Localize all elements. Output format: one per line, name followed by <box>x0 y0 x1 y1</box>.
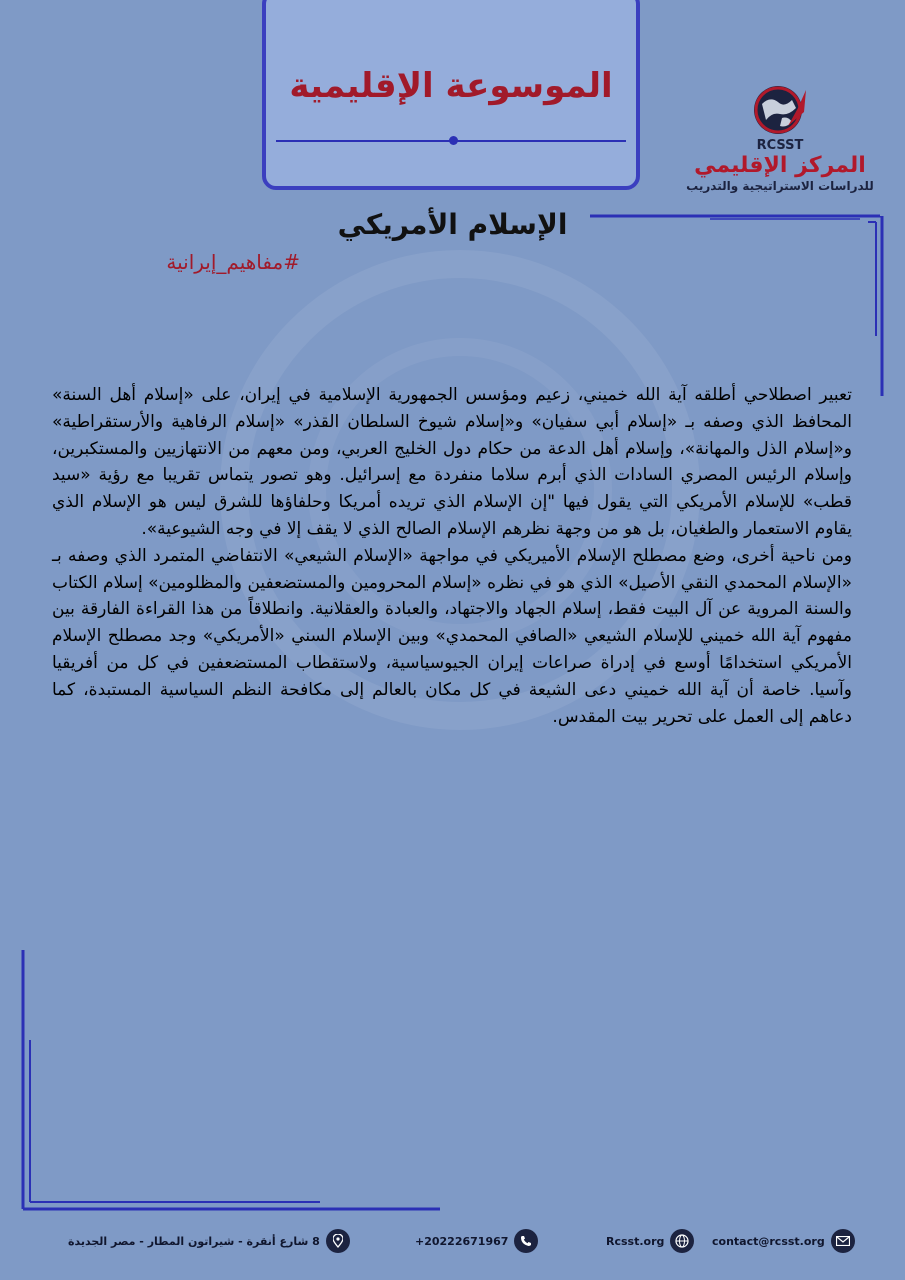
phone-icon <box>514 1229 538 1253</box>
footer-contact-bar <box>0 1228 905 1258</box>
article-body <box>52 382 852 730</box>
header-divider-dot <box>449 136 458 145</box>
address-text: 8 شارع أنقرة - شيراتون المطار - مصر الجديدة <box>68 1234 320 1248</box>
frame-corner-top-right <box>860 216 884 396</box>
footer-address <box>68 1228 350 1254</box>
footer-phone[interactable] <box>415 1228 538 1254</box>
document-title: الإسلام الأمريكي <box>337 208 568 241</box>
website-text[interactable]: Rcsst.org <box>606 1234 665 1248</box>
logo-acronym: RCSST <box>756 138 804 153</box>
paragraph-1: تعبير اصطلاحي أطلقه آية الله خميني، زعيم ومؤسس الجمهورية الإسلامية في إيران، على «إسلام أهل السنة» المحافظ الذي وصفه بـ «إسلام أبي سفيان» و«إسلام شيوخ السلطان القذر» «إسلام الرفاهية والأرستقراطية» و«إسلام الذل والمهانة»، وإسلام أهل الدعة من حكام دول الخليج العربي، ومن معهم من الانتهازيين والمستكبرين، وإسلام الرئيس المصري السادات الذي أبرم سلاما منفردة مع إسرائيل. وهو تصور يتماس تقريبا مع رؤية «سيد قطب» للإسلام الأمريكي التي يقول فيها "إن الإسلام الذي تريده أمريكا وحلفاؤها للشرق ليس هو الإسلام الذي يقاوم الاستعمار والطغيان، بل هو من وجهة نظرهم الإسلام الصالح الذي لا يقف إلا في وجه الشيوعية». <box>52 385 852 539</box>
globe-icon <box>670 1229 694 1253</box>
location-pin-icon <box>326 1229 350 1253</box>
envelope-icon <box>831 1229 855 1253</box>
encyclopedia-title: الموسوعة الإقليمية <box>289 66 613 106</box>
paragraph-2: ومن ناحية أخرى، وضع مصطلح الإسلام الأميريكي في مواجهة «الإسلام الشيعي» الانتفاضي المتمرد الذي وصفه بـ «الإسلام المحمدي النقي الأصيل» الذي هو في نظره «إسلام المحرومين والمستضعفين والمظلومين» إسلام الكتاب والسنة المروية عن آل البيت فقط، إسلام الجهاد والاجتهاد، والعبادة والعقلانية. وانطلاقاً من هذا القراءة الفارقة بين مفهوم آية الله خميني للإسلام الشيعي «الصافي المحمدي» وبين الإسلام السني «الأمريكي» وجد مصطلح الإسلام الأمريكي استخدامًا أوسع في إدراة صراعات إيران الجيوسياسية، ولاستقطاب المستضعفين في كل من أفريقيا وآسيا. خاصة أن آية الله خميني دعى الشيعة في كل مكان بالعالم إلى مكافحة النظم السياسية المستبدة، كما دعاهم إلى العمل على تحرير بيت المقدس. <box>52 545 852 727</box>
frame-corner-bottom-left <box>20 950 440 1212</box>
phone-text[interactable]: +20222671967 <box>415 1234 509 1248</box>
email-text[interactable]: contact@rcsst.org <box>712 1234 825 1248</box>
globe-logo-icon <box>748 78 812 142</box>
header-panel <box>262 0 640 190</box>
footer-website[interactable] <box>606 1228 694 1254</box>
logo-name: المركز الإقليمي <box>694 153 866 178</box>
rcsst-logo <box>680 78 880 208</box>
logo-subtitle: للدراسات الاستراتيجية والتدريب <box>686 179 874 193</box>
hashtag[interactable]: #مفاهيم_إيرانية <box>166 250 300 274</box>
footer-email[interactable] <box>712 1228 855 1254</box>
